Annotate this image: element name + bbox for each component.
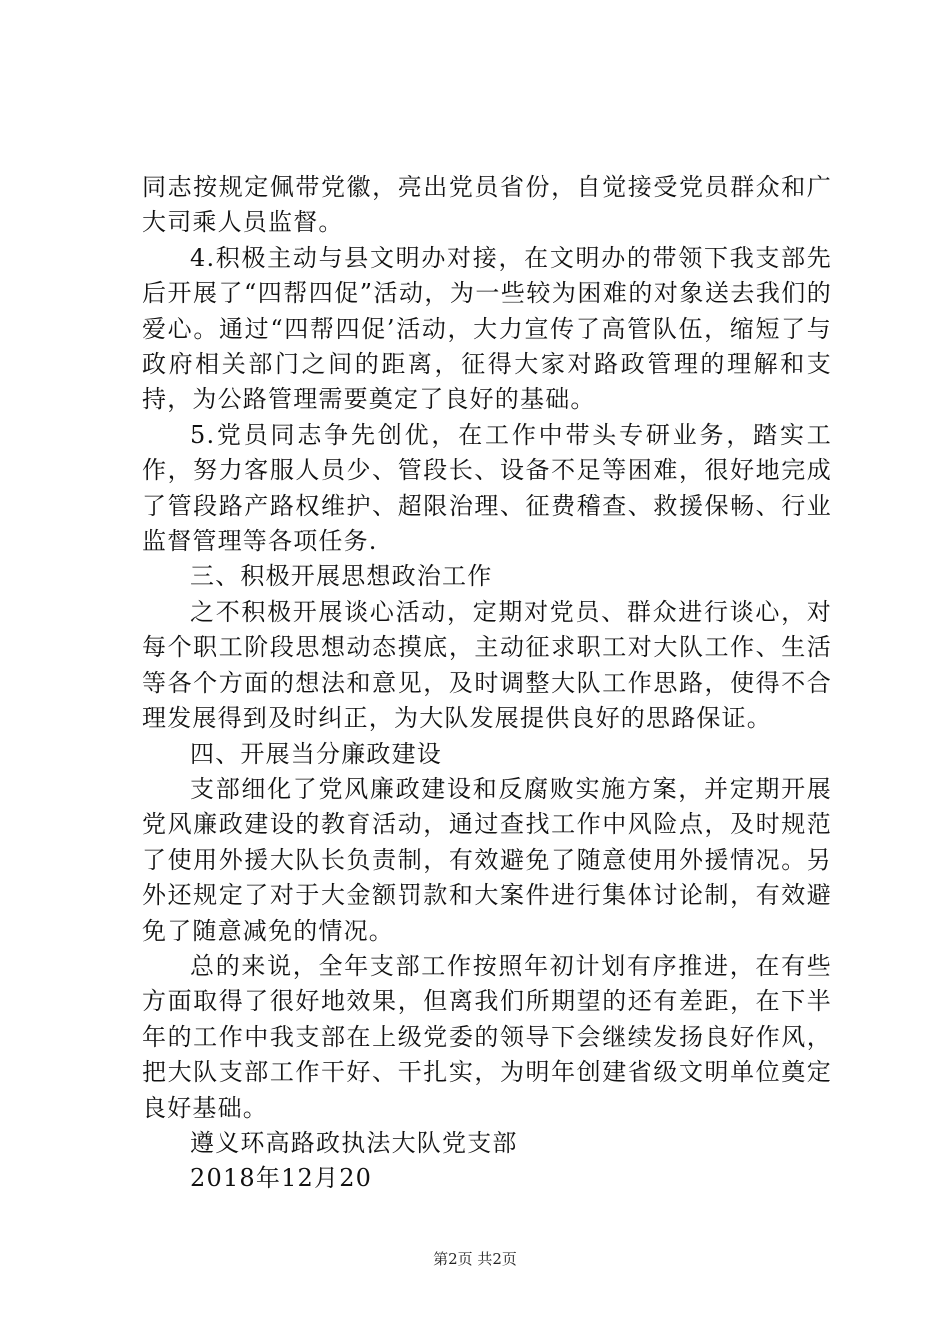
section-heading-3: 三、积极开展思想政治工作 <box>190 562 493 591</box>
paragraph-item-5: 5.党员同志争先创优，在工作中带头专研业务，踏实工作，努力客服人员少、管段长、设备不足等困难，很好地完成了管段路产路权维护、超限治理、征费稽查、救援保畅、行业监督管理等各项任务. <box>142 420 832 556</box>
signature-organization: 遵义环高路政执法大队党支部 <box>190 1128 518 1157</box>
paragraph-continuation: 同志按规定佩带党徽，亮出党员省份，自觉接受党员群众和广大司乘人员监督。 <box>142 173 832 237</box>
section-heading-4: 四、开展当分廉政建设 <box>190 739 442 768</box>
paragraph-summary: 总的来说，全年支部工作按照年初计划有序推进，在有些方面取得了很好地效果，但离我们所期望的还有差距，在下半年的工作中我支部在上级党委的领导下会继续发扬良好作风，把大队支部工作干好、干扎实，为明年创建省级文明单位奠定良好基础。 <box>142 951 832 1122</box>
signature-date: 2018年12月20 <box>190 1164 373 1193</box>
paragraph-section-4: 支部细化了党风廉政建设和反腐败实施方案，并定期开展党风廉政建设的教育活动，通过查找工作中风险点，及时规范了使用外援大队长负责制，有效避免了随意使用外援情况。另外还规定了对于大金额罚款和大案件进行集体讨论制，有效避免了随意减免的情况。 <box>142 774 832 945</box>
paragraph-section-3: 之不积极开展谈心活动，定期对党员、群众进行谈心，对每个职工阶段思想动态摸底，主动征求职工对大队工作、生活等各个方面的想法和意见，及时调整大队工作思路，使得不合理发展得到及时纠正，为大队发展提供良好的思路保证。 <box>142 597 832 733</box>
page-number-footer: 第2页 共2页 <box>433 1250 517 1268</box>
paragraph-item-4: 4.积极主动与县文明办对接，在文明办的带领下我支部先后开展了“四帮四促”活动，为一些较为困难的对象送去我们的爱心。通过“四帮四促’活动，大力宣传了高管队伍，缩短了与政府相关部门之间的距离，征得大家对路政管理的理解和支持，为公路管理需要奠定了良好的基础。 <box>142 243 832 414</box>
document-body <box>142 170 832 1197</box>
